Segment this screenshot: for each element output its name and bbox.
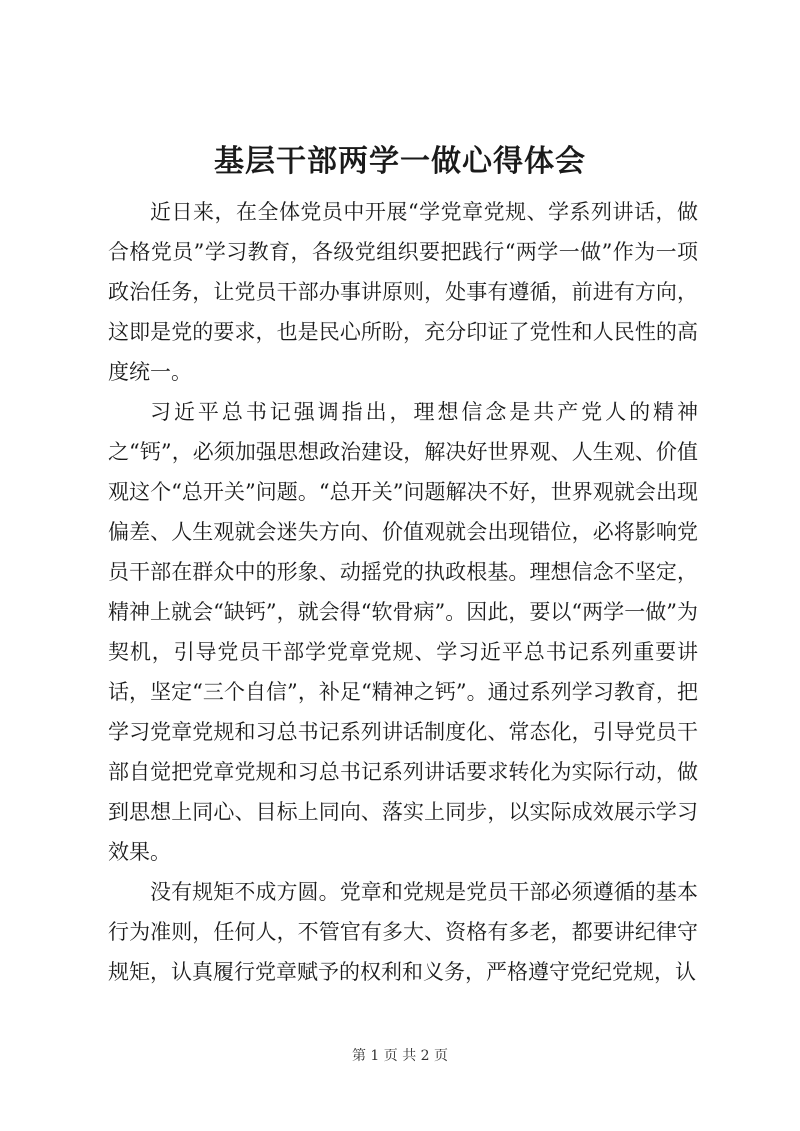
paragraph-2: 习近平总书记强调指出，理想信念是共产党人的精神之“钙”，必须加强思想政治建设，解决好世界观、人生观、价值观这个“总开关”问题。“总开关”问题解决不好，世界观就会出现偏差、人生观就会迷失方向、价值观就会出现错位，必将影响党员干部在群众中的形象、动摇党的执政根基。理想信念不坚定，精神上就会“缺钙”，就会得“软骨病”。因此，要以“两学一做”为契机，引导党员干部学党章党规、学习近平总书记系列重要讲话，坚定“三个自信”，补足“精神之钙”。通过系列学习教育，把学习党章党规和习总书记系列讲话制度化、常态化，引导党员干部自觉把党章党规和习总书记系列讲话要求转化为实际行动，做到思想上同心、目标上同向、落实上同步，以实际成效展示学习效果。 [108, 400, 698, 864]
document-body [108, 192, 698, 992]
paragraph-3: 没有规矩不成方圆。党章和党规是党员干部必须遵循的基本行为准则，任何人，不管官有多大、资格有多老，都要讲纪律守规矩，认真履行党章赋予的权利和义务，严格遵守党纪党规，认 [108, 880, 698, 984]
document-title: 基层干部两学一做心得体会 [214, 144, 586, 179]
page-footer: 第 1 页 共 2 页 [351, 1048, 449, 1064]
paragraph-1: 近日来，在全体党员中开展“学党章党规、学系列讲话，做合格党员”学习教育，各级党组织要把践行“两学一做”作为一项政治任务，让党员干部办事讲原则，处事有遵循，前进有方向，这即是党的要求，也是民心所盼，充分印证了党性和人民性的高度统一。 [108, 200, 698, 384]
